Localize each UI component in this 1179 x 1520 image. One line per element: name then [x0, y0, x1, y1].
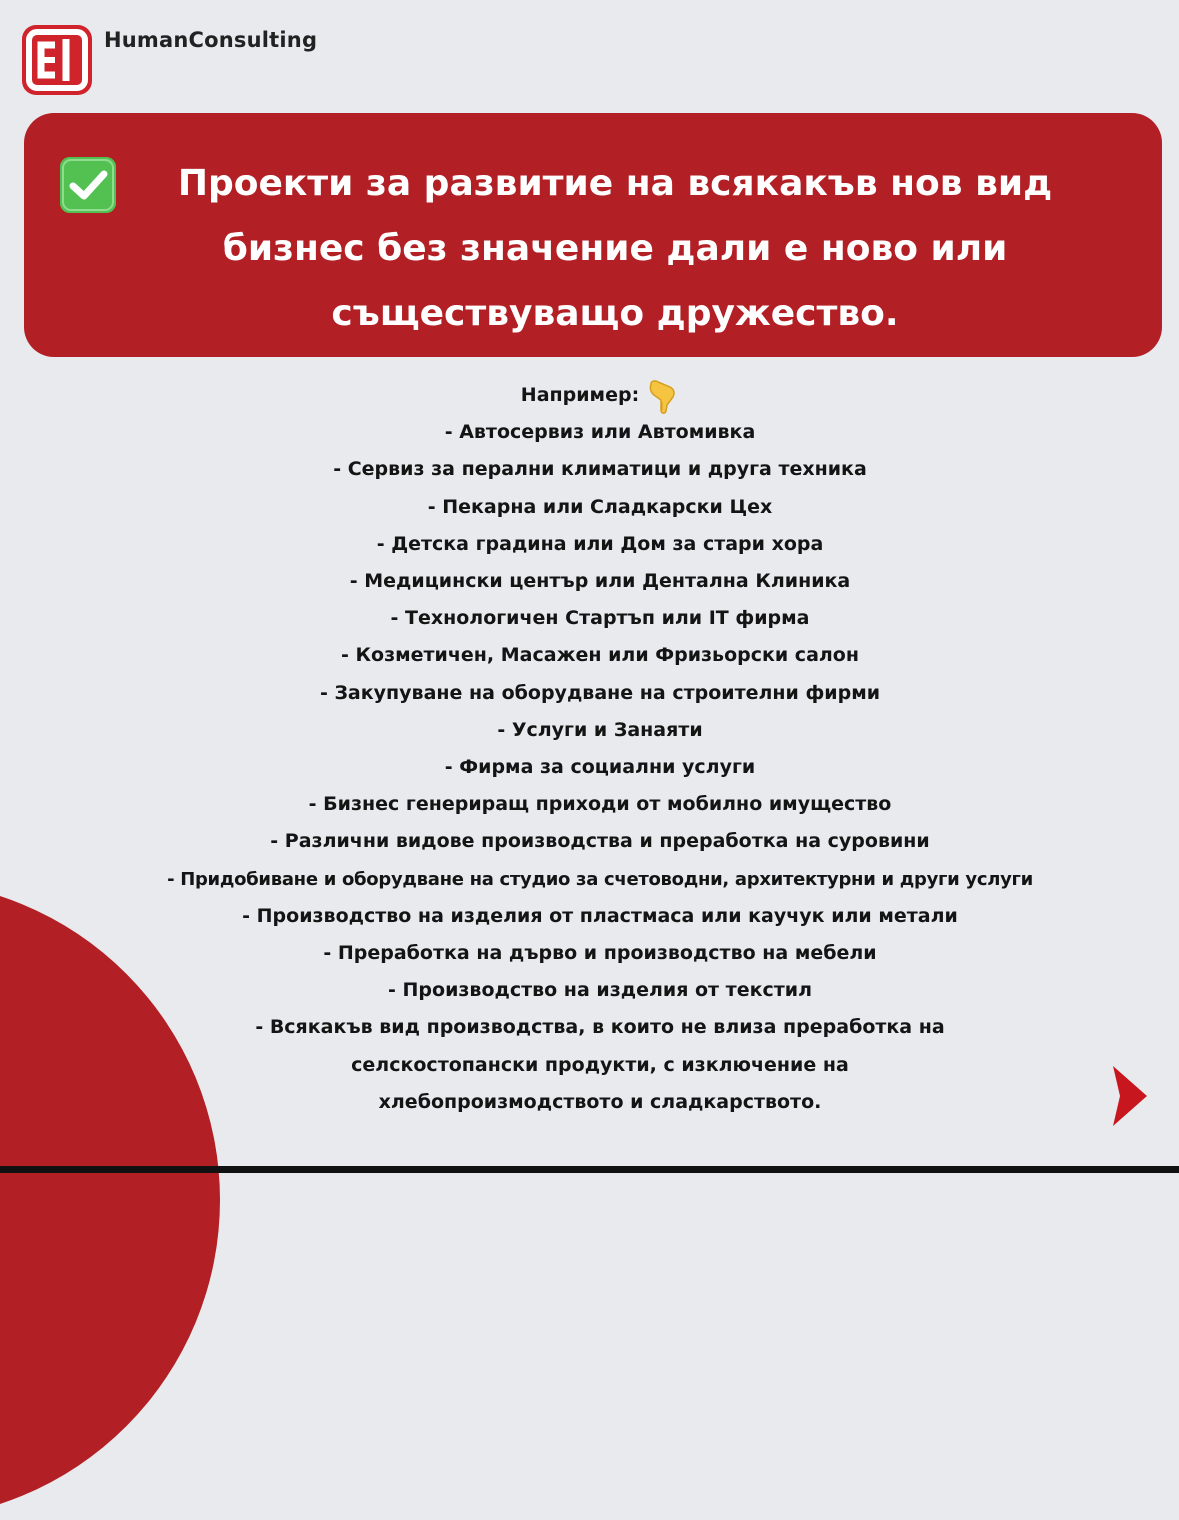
list-item: - Детска градина или Дом за стари хора: [376, 532, 824, 555]
list-item: - Фирма за социални услуги: [444, 756, 756, 779]
list-item: - Производство на изделия от текстил: [388, 979, 812, 1002]
list-item: - Придобиване и оборудване на студио за счетоводни, архитектурни и други услуги: [167, 868, 1033, 890]
list-item: - Сервиз за перални климатици и друга техника: [333, 458, 867, 481]
list-item: - Производство на изделия от пластмаса или каучук или метали: [242, 904, 958, 927]
chevron-right-icon[interactable]: [1110, 1063, 1150, 1129]
list-item: - Автосервиз или Автомивка: [444, 421, 756, 444]
pointing-down-hand-icon: [643, 378, 679, 414]
list-item: - Пекарна или Сладкарски Цех: [427, 495, 773, 518]
list-item: - Всякакъв вид производства, в които не влиза преработка на: [255, 1016, 945, 1039]
bottom-edge-bar: [0, 1166, 1179, 1173]
headline-line: съществуващо дружество.: [331, 293, 899, 334]
list-item: - Закупуване на оборудване на строителни фирми: [319, 681, 881, 704]
list-item: - Бизнес генериращ приходи от мобилно имущество: [308, 793, 892, 816]
list-item-continuation: хлебопроизмодството и сладкарството.: [378, 1090, 822, 1113]
list-item: - Технологичен Стартъп или IT фирма: [390, 607, 810, 630]
headline-line: Проекти за развитие на всякакъв нов вид: [177, 163, 1053, 204]
list-item: - Преработка на дърво и производство на мебели: [323, 942, 877, 965]
list-item: - Козметичен, Масажен или Фризьорски салон: [341, 644, 859, 667]
list-item: - Различни видове производства и преработка на суровини: [270, 830, 930, 853]
headline-line: бизнес без значение дали е ново или: [222, 228, 1008, 269]
intro-row: [0, 377, 1179, 414]
list-item: - Услуги и Занаяти: [497, 718, 703, 741]
examples-list: [0, 377, 1179, 1121]
humanconsulting-logo: [22, 25, 92, 95]
list-item: - Медицински център или Дентална Клиника: [349, 570, 851, 593]
intro-label: Например:: [520, 384, 640, 406]
list-item-continuation: селскостопански продукти, с изключение на: [351, 1053, 849, 1076]
brand-name: HumanConsulting: [104, 28, 318, 52]
headline-text: [110, 151, 1120, 346]
check-mark-icon: [60, 157, 116, 213]
